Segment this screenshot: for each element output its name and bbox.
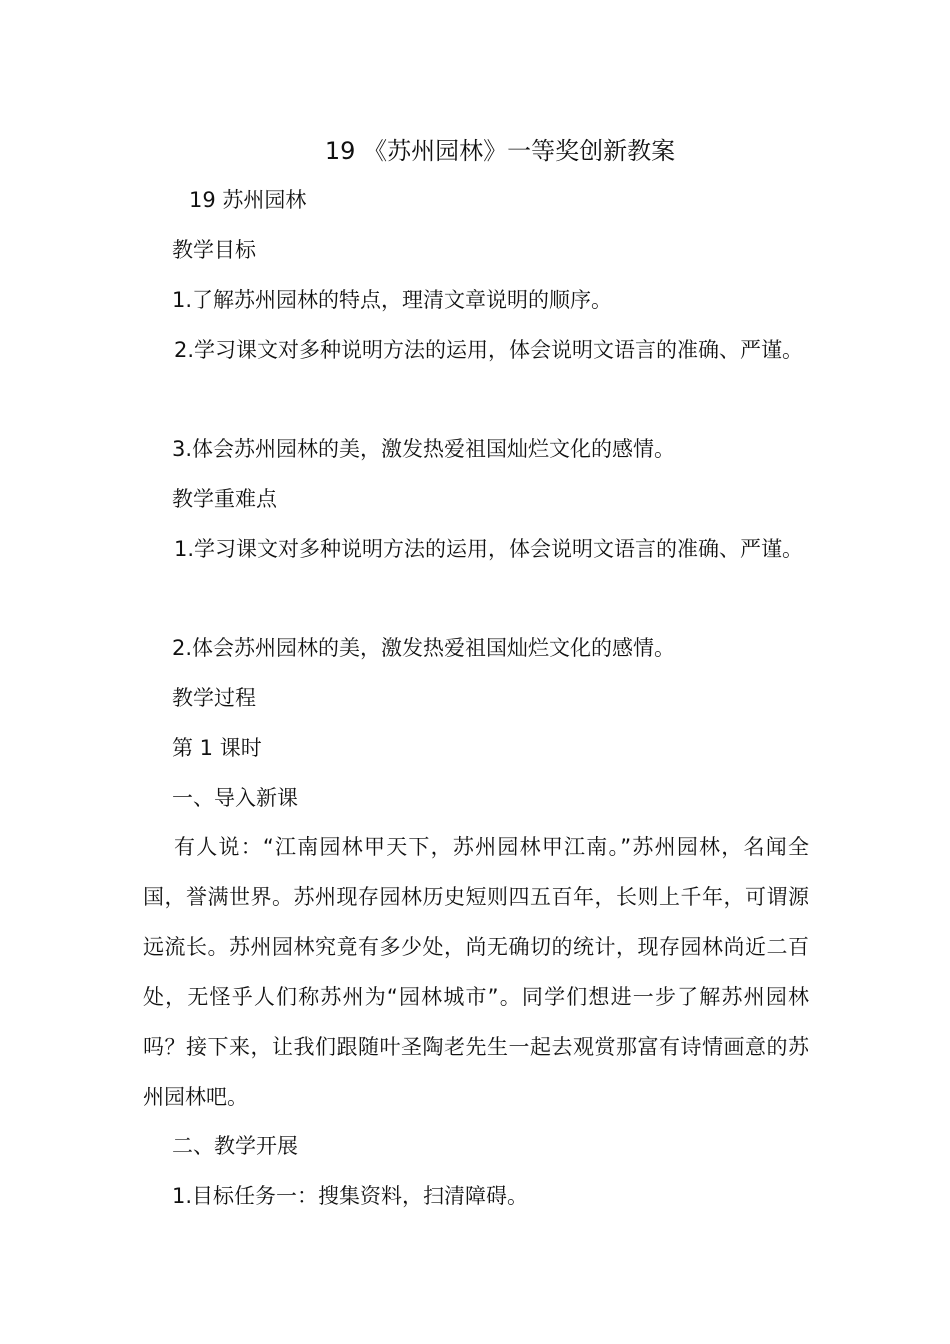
goal-item-2: 2.学习课文对多种说明方法的运用，体会说明文语言的准确、严谨。 (174, 338, 804, 362)
document-title: 19 《苏州园林》一等奖创新教案 (324, 137, 676, 165)
key-point-1: 1.学习课文对多种说明方法的运用，体会说明文语言的准确、严谨。 (174, 537, 804, 561)
lesson-subtitle: 19 苏州园林 (189, 188, 307, 212)
task-item-1: 1.目标任务一：搜集资料，扫清障碍。 (172, 1184, 529, 1208)
key-point-2: 2.体会苏州园林的美，激发热爱祖国灿烂文化的感情。 (172, 636, 676, 660)
heading-teaching-process: 教学过程 (172, 686, 256, 710)
heading-key-difficult-points: 教学重难点 (172, 487, 277, 511)
goal-item-3: 3.体会苏州园林的美，激发热爱祖国灿烂文化的感情。 (172, 437, 676, 461)
intro-paragraph: 有人说：“江南园林甲天下，苏州园林甲江南。”苏州园林，名闻全国，誉满世界。苏州现存园林历史短则四五百年，长则上千年，可谓源远流长。苏州园林究竟有多少处，尚无确切的统计，现存园林尚近二百处，无怪乎人们称苏州为“园林城市”。同学们想进一步了解苏州园林吗？接下来，让我们跟随叶圣陶老先生一起去观赏那富有诗情画意的苏州园林吧。 (143, 835, 809, 1109)
section-teaching-development: 二、教学开展 (172, 1134, 298, 1158)
section-introduction: 一、导入新课 (172, 786, 298, 810)
heading-teaching-goals: 教学目标 (172, 238, 256, 262)
lesson-period-1: 第 1 课时 (172, 736, 262, 760)
goal-item-1: 1.了解苏州园林的特点，理清文章说明的顺序。 (172, 288, 613, 312)
